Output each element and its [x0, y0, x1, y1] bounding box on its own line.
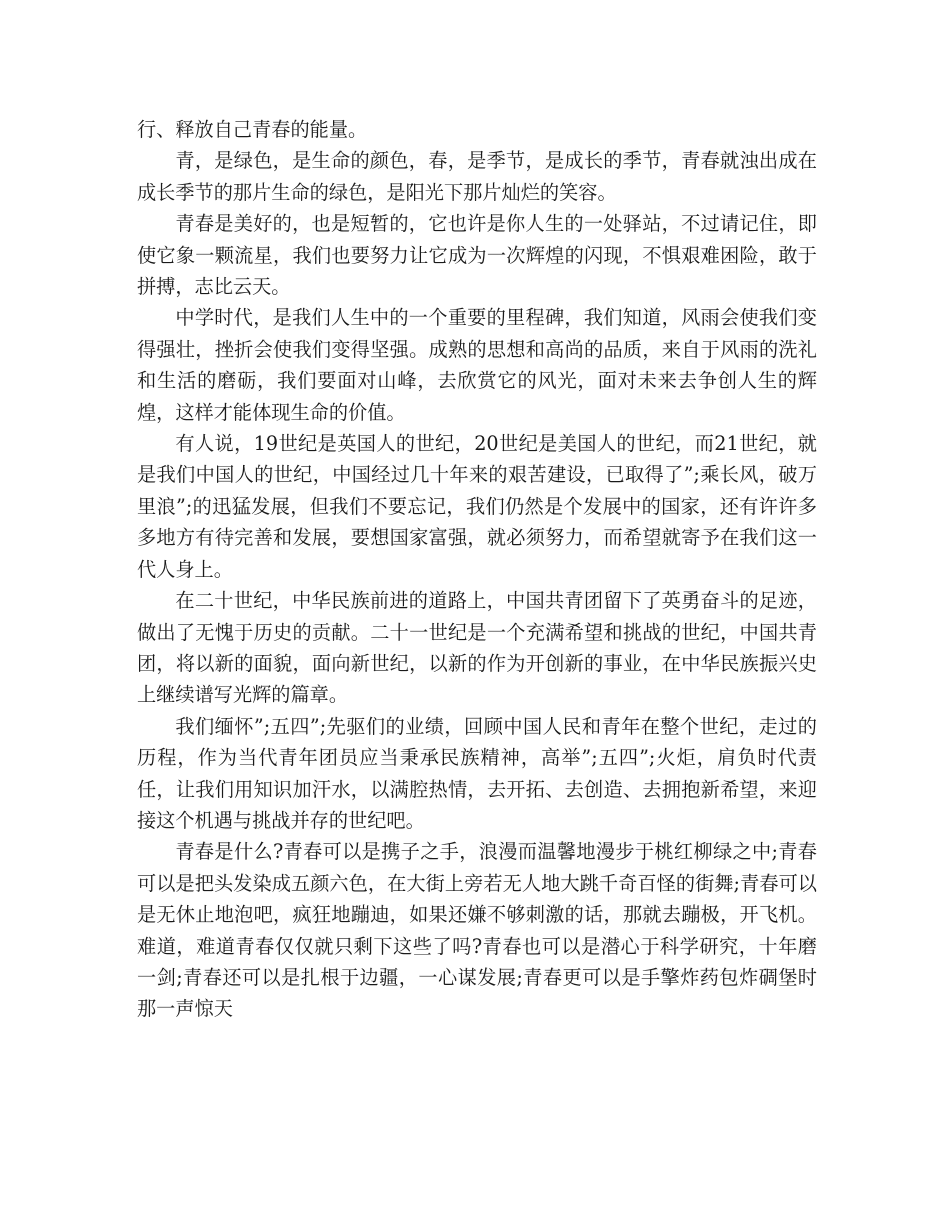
paragraph-8: 青春是什么?青春可以是携子之手，浪漫而温馨地漫步于桃红柳绿之中;青春可以是把头发染成五颜六色，在大街上旁若无人地大跳千奇百怪的街舞;青春可以是无休止地泡吧，疯狂地蹦迪，如果还嫌不够刺激的话，那就去蹦极，开飞机。难道，难道青春仅仅就只剩下这些了吗?青春也可以是潜心于科学研究，十年磨一剑;青春还可以是扎根于边疆，一心谋发展;青春更可以是手擎炸药包炸碉堡时那一声惊天 [137, 840, 817, 1021]
paragraph-3: 青春是美好的，也是短暂的，它也许是你人生的一处驿站，不过请记住，即使它象一颗流星，我们也要努力让它成为一次辉煌的闪现，不惧艰难困险，敢于拼搏，志比云天。 [137, 212, 817, 299]
document-body [137, 114, 817, 1025]
paragraph-7: 我们缅怀”;五四”;先驱们的业绩，回顾中国人民和青年在整个世纪，走过的历程，作为当代青年团员应当秉承民族精神，高举”;五四”;火炬，肩负时代责任，让我们用知识加汗水，以满腔热情，去开拓、去创造、去拥抱新希望，来迎接这个机遇与挑战并存的世纪吧。 [137, 714, 817, 832]
paragraph-5: 有人说，19世纪是英国人的世纪，20世纪是美国人的世纪，而21世纪，就是我们中国人的世纪，中国经过几十年来的艰苦建设，已取得了”;乘长风，破万里浪”;的迅猛发展，但我们不要忘记，我们仍然是个发展中的国家，还有许许多多地方有待完善和发展，要想国家富强，就必须努力，而希望就寄予在我们这一代人身上。 [137, 432, 817, 581]
paragraph-6: 在二十世纪，中华民族前进的道路上，中国共青团留下了英勇奋斗的足迹，做出了无愧于历史的贡献。二十一世纪是一个充满希望和挑战的世纪，中国共青团，将以新的面貌，面向新世纪，以新的作为开创新的事业，在中华民族振兴史上继续谱写光辉的篇章。 [137, 589, 817, 707]
paragraph-2: 青，是绿色，是生命的颜色，春，是季节，是成长的季节，青春就浊出成在成长季节的那片生命的绿色，是阳光下那片灿烂的笑容。 [137, 149, 817, 204]
paragraph-4: 中学时代，是我们人生中的一个重要的里程碑，我们知道，风雨会使我们变得强壮，挫折会使我们变得坚强。成熟的思想和高尚的品质，来自于风雨的洗礼和生活的磨砺，我们要面对山峰，去欣赏它的风光，面对未来去争创人生的辉煌，这样才能体现生命的价值。 [137, 306, 817, 424]
paragraph-1: 行、释放自己青春的能量。 [137, 118, 368, 141]
